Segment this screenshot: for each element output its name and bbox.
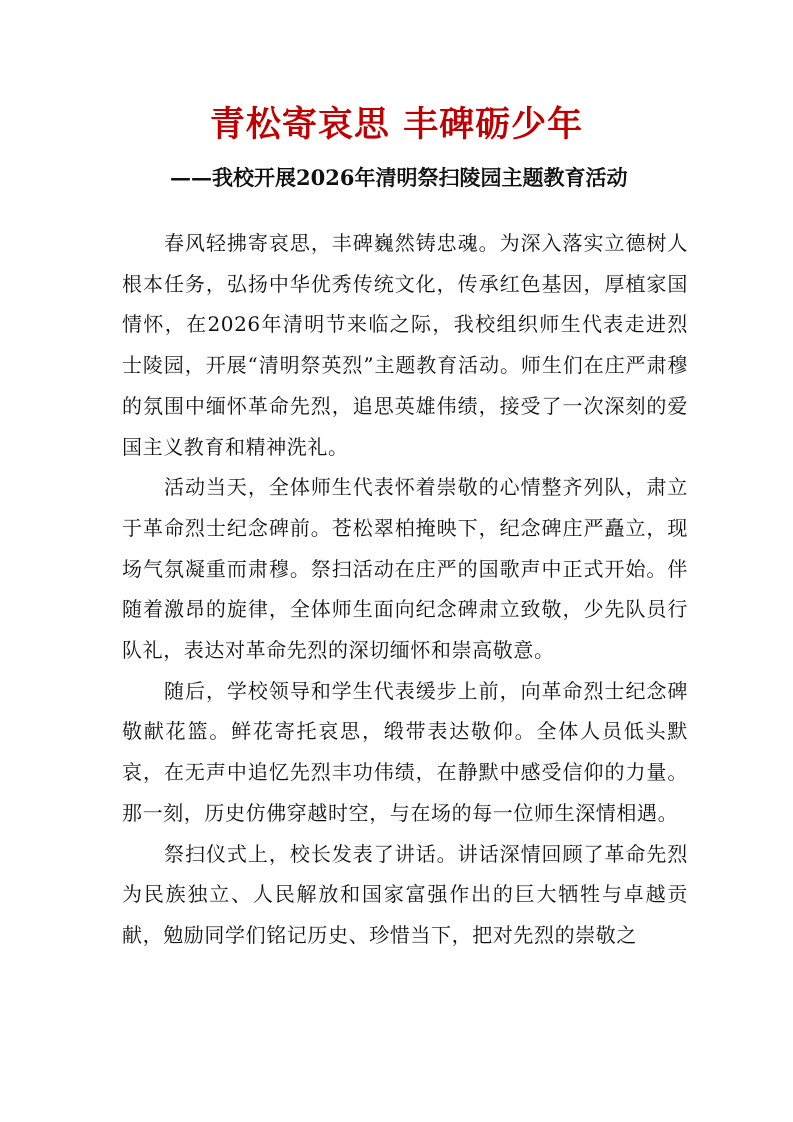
document-body: [122, 223, 688, 956]
body-paragraph: 祭扫仪式上，校长发表了讲话。讲话深情回顾了革命先烈为民族独立、人民解放和国家富强作出的巨大牺牲与卓越贡献，勉励同学们铭记历史、珍惜当下，把对先烈的崇敬之: [122, 841, 688, 947]
document-subtitle: ——我校开展2026年清明祭扫陵园主题教育活动: [170, 165, 628, 190]
body-paragraph: 活动当天，全体师生代表怀着崇敬的心情整齐列队，肃立于革命烈士纪念碑前。苍松翠柏掩映下，纪念碑庄严矗立，现场气氛凝重而肃穆。祭扫活动在庄严的国歌声中正式开始。伴随着激昂的旋律，全体师生面向纪念碑肃立致敬，少先队员行队礼，表达对革命先烈的深切缅怀和崇高敬意。: [122, 475, 688, 663]
document-title: 青松寄哀思 丰碑砺少年: [209, 104, 584, 145]
body-paragraph: 随后，学校领导和学生代表缓步上前，向革命烈士纪念碑敬献花篮。鲜花寄托哀思，缎带表达敬仰。全体人员低头默哀，在无声中追忆先烈丰功伟绩，在静默中感受信仰的力量。那一刻，历史仿佛穿越时空，与在场的每一位师生深情相遇。: [122, 678, 688, 825]
body-paragraph: 春风轻拂寄哀思，丰碑巍然铸忠魂。为深入落实立德树人根本任务，弘扬中华优秀传统文化，传承红色基因，厚植家国情怀，在2026年清明节来临之际，我校组织师生代表走进烈士陵园，开展“清明祭英烈”主题教育活动。师生们在庄严肃穆的氛围中缅怀革命先烈，追思英雄伟绩，接受了一次深刻的爱国主义教育和精神洗礼。: [122, 231, 688, 459]
